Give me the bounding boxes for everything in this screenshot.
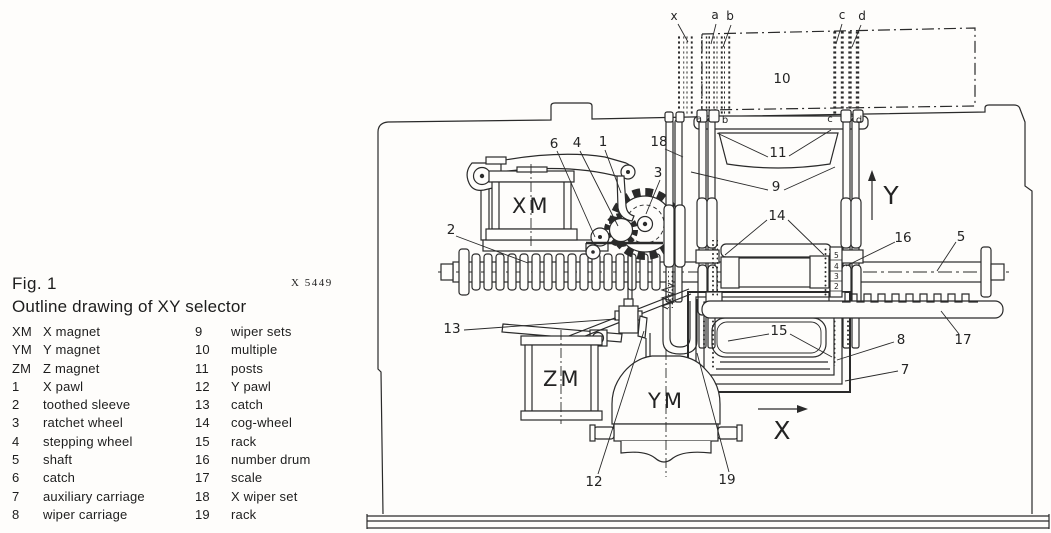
callout-9: 9 [771,179,781,195]
x-arrowhead-icon [797,405,808,413]
legend-row: 4 stepping wheel 15 rack [12,433,257,449]
callout-12: 12 [585,474,603,490]
rack-opening [712,318,826,357]
catch-block [619,306,638,333]
callout-6: 6 [549,136,559,152]
legend-row: ZM Z magnet 11 posts [12,360,264,376]
terminal-d-label: d [858,9,866,23]
reference-code: X 5449 [291,277,333,289]
callout-15: 15 [770,323,788,339]
callout-13: 13 [443,321,461,337]
drum-digit: 3 [834,272,839,281]
cog-assembly [712,240,842,298]
legend-row: 5 shaft 16 number drum [12,452,311,468]
terminal-c-label: c [838,8,846,22]
legend-row: 6 catch 17 scale [12,470,263,486]
base-plate [367,514,1049,529]
callout-8: 8 [896,332,906,348]
zm-bottom-plate [521,411,602,420]
frame-terminal-a: a [695,114,703,125]
callout-10: 10 [773,71,791,87]
contact-columns [678,31,859,116]
y-axis-label: Y [883,181,899,210]
figure-title: Outline drawing of XY selector [12,297,247,316]
callout-14: 14 [768,208,786,224]
terminal-x-label: x [670,9,678,23]
legend-row: 7 auxiliary carriage 18 X wiper set [12,488,298,504]
terminal-b-label: b [726,9,734,23]
ym-label: YM [648,389,685,413]
multiple-bank [678,28,975,116]
zm-label: ZM [543,367,582,391]
legend-row: 2 toothed sleeve 13 catch [12,397,264,413]
callout-3: 3 [653,165,663,181]
frame-terminal-d: d [855,115,863,126]
callout-17: 17 [954,332,972,348]
gear-train [586,176,677,316]
terminal-a-label: a [711,8,719,22]
drum-digit: 4 [834,262,839,271]
callout-4: 4 [572,135,582,151]
callout-16: 16 [894,230,912,246]
callout-19: 19 [718,472,736,488]
legend-row: 8 wiper carriage 19 rack [12,506,257,522]
x-wiper-set [664,205,685,267]
shaft-end-stub [991,264,1004,280]
legend-row: 3 ratchet wheel 14 cog-wheel [12,415,293,431]
xm-label: XM [512,194,551,218]
drum-digit: 5 [834,251,839,260]
frame-terminal-b: b [721,115,729,126]
xm-bottom-plate [486,229,577,240]
callout-18: 18 [650,134,668,150]
drum-digit: 2 [834,282,839,291]
callout-1: 1 [598,134,608,150]
zm-top-plate [521,336,602,345]
legend-row: 1 X pawl 12 Y pawl [12,378,271,394]
figure-number: Fig. 1 [12,274,57,293]
callout-7: 7 [900,362,910,378]
xm-top-plate [489,171,574,182]
legend-row: XM X magnet 9 wiper sets [12,324,292,339]
cog-wheel-left [721,257,739,288]
shaft-tube [738,258,812,287]
frame-terminal-c: c [827,114,833,125]
callout-2: 2 [446,222,456,238]
shaft-end-flange [981,247,991,297]
x-axis-label: X [773,416,791,445]
callout-11: 11 [769,145,787,161]
legend-row: YM Y magnet 10 multiple [12,342,278,358]
callout-5: 5 [956,229,966,245]
y-arrowhead-icon [868,170,876,181]
